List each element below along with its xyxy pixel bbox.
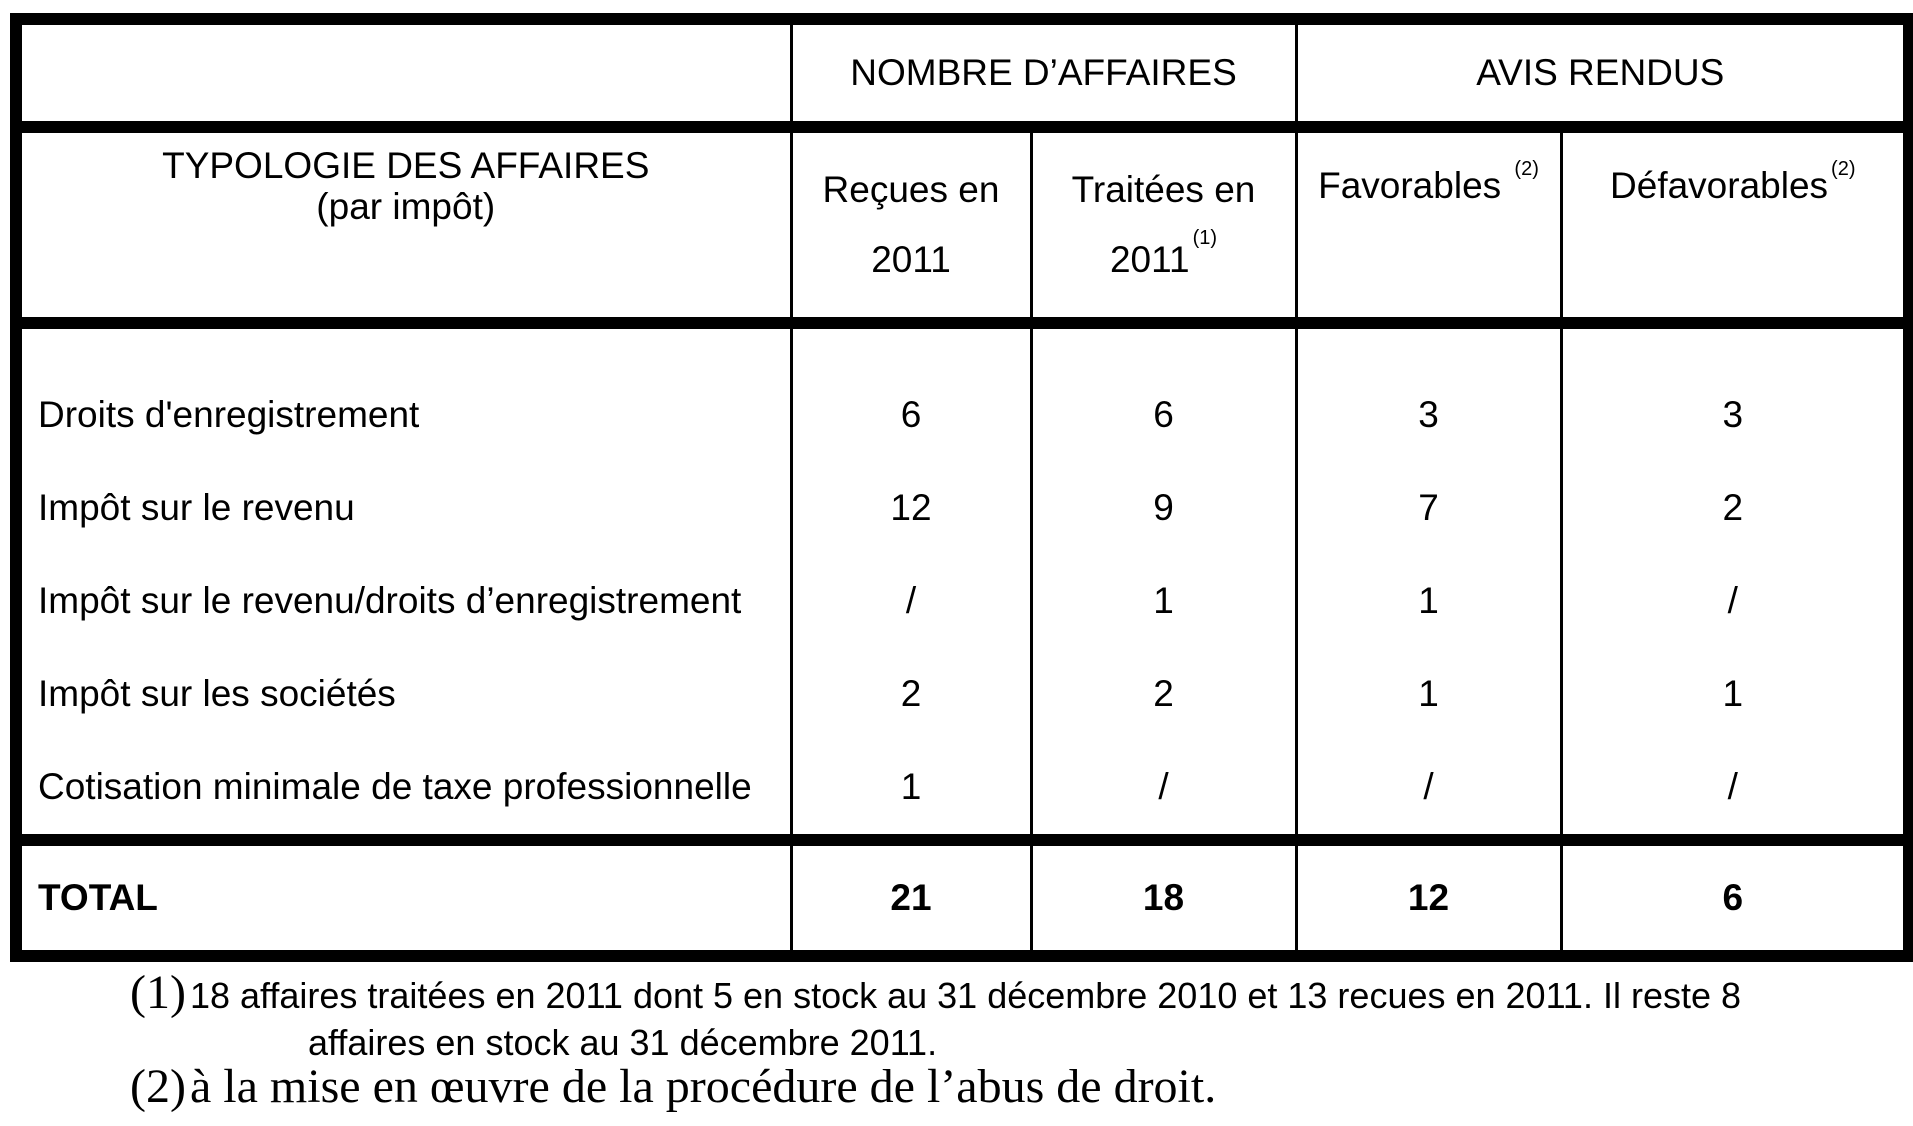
processed-cell: 1 xyxy=(1031,555,1296,648)
group-header-opinions: AVIS RENDUS xyxy=(1296,19,1909,127)
footnote-ref-2-unfavorable: (2) xyxy=(1831,158,1856,180)
footnote-1-line2: affaires en stock au 31 décembre 2011. xyxy=(308,1022,938,1063)
favorable-header xyxy=(1296,127,1561,323)
table-row xyxy=(16,648,1909,741)
processed-header-line2: 2011 xyxy=(1109,239,1190,280)
table-row xyxy=(16,555,1909,648)
footnote-ref-1: (1) xyxy=(1192,227,1218,249)
unfavorable-cell: 3 xyxy=(1561,369,1909,462)
received-cell: 6 xyxy=(791,369,1031,462)
column-header-row xyxy=(16,127,1909,323)
row-label: Impôt sur le revenu xyxy=(16,462,791,555)
spacer-row xyxy=(16,323,1909,369)
footnote-2-text: à la mise en œuvre de la procédure de l’abus de droit. xyxy=(189,1060,1217,1113)
footnote-ref-2-favorable: (2) xyxy=(1514,158,1539,180)
footnote-1-mark: (1) xyxy=(130,966,186,1019)
total-processed: 18 xyxy=(1031,840,1296,956)
received-cell: 12 xyxy=(791,462,1031,555)
unfavorable-header-label: Défavorables xyxy=(1610,165,1829,206)
processed-header xyxy=(1031,127,1296,323)
received-cell: / xyxy=(791,555,1031,648)
footnote-1-line1: 18 affaires traitées en 2011 dont 5 en stock au 31 décembre 2010 et 13 recues en 2011. Il reste 8 xyxy=(189,975,1742,1016)
group-header-row xyxy=(16,19,1909,127)
table-row xyxy=(16,462,1909,555)
unfavorable-header xyxy=(1561,127,1909,323)
table-row xyxy=(16,369,1909,462)
processed-header-line1: Traitées en xyxy=(1071,168,1256,210)
total-favorable: 12 xyxy=(1296,840,1561,956)
favorable-cell: 7 xyxy=(1296,462,1561,555)
row-label: Impôt sur le revenu/droits d’enregistrement xyxy=(16,555,791,648)
received-header-line2: 2011 xyxy=(871,239,951,280)
total-row xyxy=(16,840,1909,956)
empty-corner-cell xyxy=(16,19,791,127)
row-label: Droits d'enregistrement xyxy=(16,369,791,462)
typology-header xyxy=(16,127,791,323)
received-header xyxy=(791,127,1031,323)
total-unfavorable: 6 xyxy=(1561,840,1909,956)
footnote-1 xyxy=(130,965,1830,1064)
unfavorable-cell: / xyxy=(1561,741,1909,840)
favorable-cell: 1 xyxy=(1296,555,1561,648)
row-label: Cotisation minimale de taxe professionnelle xyxy=(16,741,791,840)
processed-cell: / xyxy=(1031,741,1296,840)
footnote-2 xyxy=(130,1059,1830,1114)
footnote-2-mark: (2) xyxy=(130,1060,186,1113)
received-cell: 2 xyxy=(791,648,1031,741)
row-label: Impôt sur les sociétés xyxy=(16,648,791,741)
received-header-line1: Reçues en xyxy=(822,168,1000,210)
favorable-cell: 1 xyxy=(1296,648,1561,741)
typology-header-line2: (par impôt) xyxy=(316,186,496,228)
unfavorable-cell: 1 xyxy=(1561,648,1909,741)
unfavorable-cell: / xyxy=(1561,555,1909,648)
processed-cell: 2 xyxy=(1031,648,1296,741)
typology-header-line1: TYPOLOGIE DES AFFAIRES xyxy=(162,145,650,186)
processed-cell: 9 xyxy=(1031,462,1296,555)
processed-cell: 6 xyxy=(1031,369,1296,462)
favorable-cell: / xyxy=(1296,741,1561,840)
unfavorable-cell: 2 xyxy=(1561,462,1909,555)
received-cell: 1 xyxy=(791,741,1031,840)
cases-table xyxy=(10,13,1913,962)
total-label: TOTAL xyxy=(16,840,791,956)
favorable-cell: 3 xyxy=(1296,369,1561,462)
group-header-count: NOMBRE D’AFFAIRES xyxy=(791,19,1296,127)
table-row xyxy=(16,741,1909,840)
total-received: 21 xyxy=(791,840,1031,956)
favorable-header-label: Favorables xyxy=(1318,165,1502,206)
